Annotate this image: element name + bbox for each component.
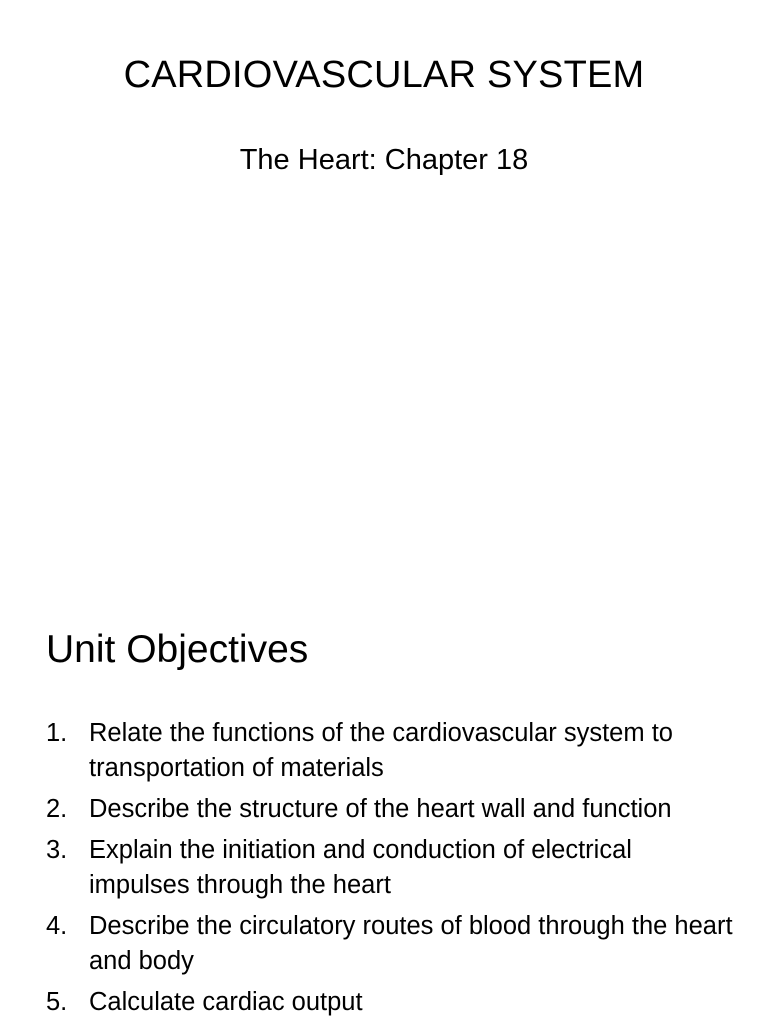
list-item-number: 1. [46, 719, 68, 747]
slide-title: CARDIOVASCULAR SYSTEM [123, 54, 645, 96]
list-item-number: 2. [46, 795, 68, 823]
list-item-number: 4. [46, 912, 68, 940]
list-item-text: Describe the circulatory routes of blood through the heart and body [89, 912, 733, 975]
slide-subtitle: The Heart: Chapter 18 [239, 144, 529, 176]
objectives-list [46, 716, 736, 1026]
list-item [46, 985, 736, 1020]
list-item [46, 833, 736, 903]
list-item [46, 716, 736, 786]
list-item [46, 909, 736, 979]
list-item [46, 792, 736, 827]
list-item-text: Describe the structure of the heart wall and function [89, 795, 672, 823]
list-item-number: 5. [46, 988, 68, 1016]
list-item-text: Explain the initiation and conduction of electrical impulses through the heart [89, 836, 632, 899]
list-item-text: Relate the functions of the cardiovascular system to transportation of materials [89, 719, 673, 782]
list-item-number: 3. [46, 836, 68, 864]
objectives-heading: Unit Objectives [46, 628, 309, 671]
list-item-text: Calculate cardiac output [89, 988, 363, 1016]
